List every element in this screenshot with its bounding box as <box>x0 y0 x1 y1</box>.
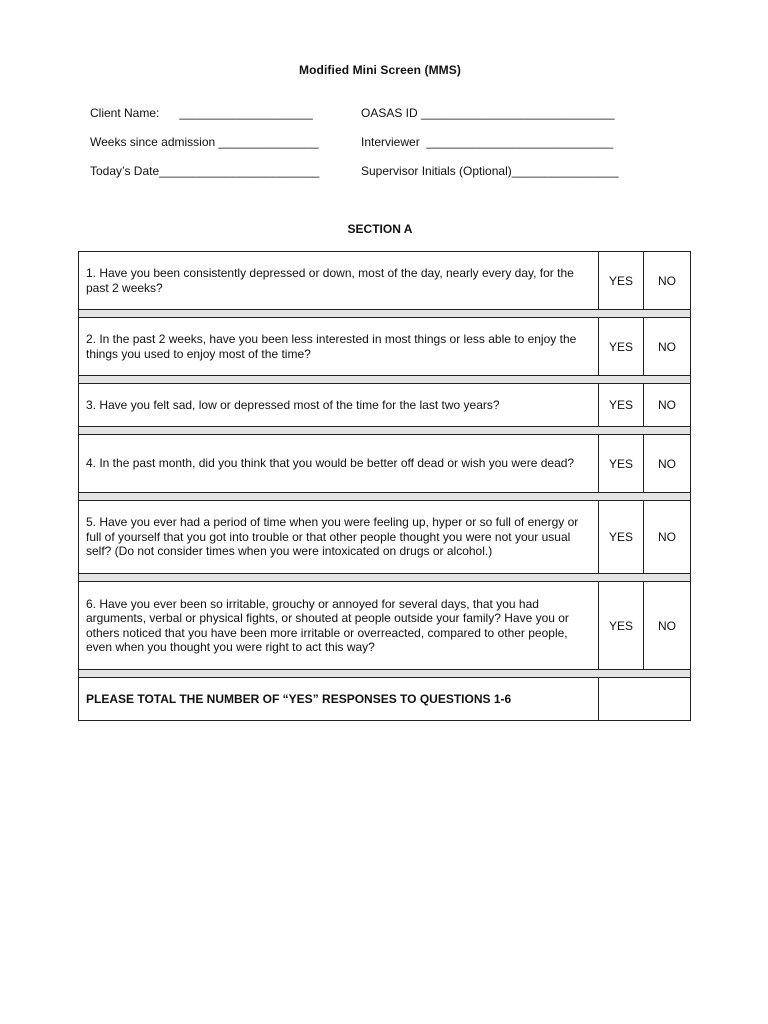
row-separator <box>79 376 691 384</box>
question-row-4 <box>79 435 691 493</box>
question-4-text: 4. In the past month, did you think that you would be better off dead or wish you were dead? <box>79 435 599 493</box>
total-row <box>79 678 691 721</box>
question-6-no-option[interactable]: NO <box>644 582 691 670</box>
weeks-since-admission-field[interactable]: Weeks since admission _______________ <box>90 135 319 149</box>
section-title: SECTION A <box>347 222 413 236</box>
document-title: Modified Mini Screen (MMS) <box>299 63 461 77</box>
question-row-2 <box>79 318 691 376</box>
question-row-5 <box>79 501 691 574</box>
question-1-yes-option[interactable]: YES <box>599 252 644 310</box>
question-3-text: 3. Have you felt sad, low or depressed most of the time for the last two years? <box>79 384 599 427</box>
question-row-1 <box>79 252 691 310</box>
question-5-no-option[interactable]: NO <box>644 501 691 574</box>
supervisor-initials-field[interactable]: Supervisor Initials (Optional)________________ <box>361 164 619 178</box>
total-yes-field[interactable] <box>599 678 691 721</box>
question-6-text: 6. Have you ever been so irritable, grouchy or annoyed for several days, that you had arguments, verbal or physical fights, or shouted at people outside your family? Have you or others noticed that you have been more irritable or overreacted, compared to other people, even when you thought you were right to act this way? <box>79 582 599 670</box>
question-row-6 <box>79 582 691 670</box>
oasas-id-field[interactable]: OASAS ID _____________________________ <box>361 106 615 120</box>
question-1-text: 1. Have you been consistently depressed or down, most of the day, nearly every day, for the past 2 weeks? <box>79 252 599 310</box>
total-yes-label: PLEASE TOTAL THE NUMBER OF “YES” RESPONSES TO QUESTIONS 1-6 <box>79 678 599 721</box>
question-4-yes-option[interactable]: YES <box>599 435 644 493</box>
row-separator <box>79 427 691 435</box>
question-3-yes-option[interactable]: YES <box>599 384 644 427</box>
questions-table <box>78 251 691 721</box>
question-2-yes-option[interactable]: YES <box>599 318 644 376</box>
row-separator <box>79 493 691 501</box>
question-1-no-option[interactable]: NO <box>644 252 691 310</box>
question-2-no-option[interactable]: NO <box>644 318 691 376</box>
client-name-field[interactable]: Client Name: ____________________ <box>90 106 313 120</box>
question-2-text: 2. In the past 2 weeks, have you been less interested in most things or less able to enjoy the things you used to enjoy most of the time? <box>79 318 599 376</box>
row-separator <box>79 574 691 582</box>
question-5-text: 5. Have you ever had a period of time when you were feeling up, hyper or so full of energy or full of yourself that you got into trouble or that other people thought you were not your usual self? (Do not consider times when you were intoxicated on drugs or alcohol.) <box>79 501 599 574</box>
todays-date-field[interactable]: Today’s Date________________________ <box>90 164 320 178</box>
question-6-yes-option[interactable]: YES <box>599 582 644 670</box>
question-row-3 <box>79 384 691 427</box>
interviewer-field[interactable]: Interviewer ____________________________ <box>361 135 614 149</box>
row-separator <box>79 310 691 318</box>
question-5-yes-option[interactable]: YES <box>599 501 644 574</box>
question-3-no-option[interactable]: NO <box>644 384 691 427</box>
row-separator <box>79 670 691 678</box>
question-4-no-option[interactable]: NO <box>644 435 691 493</box>
